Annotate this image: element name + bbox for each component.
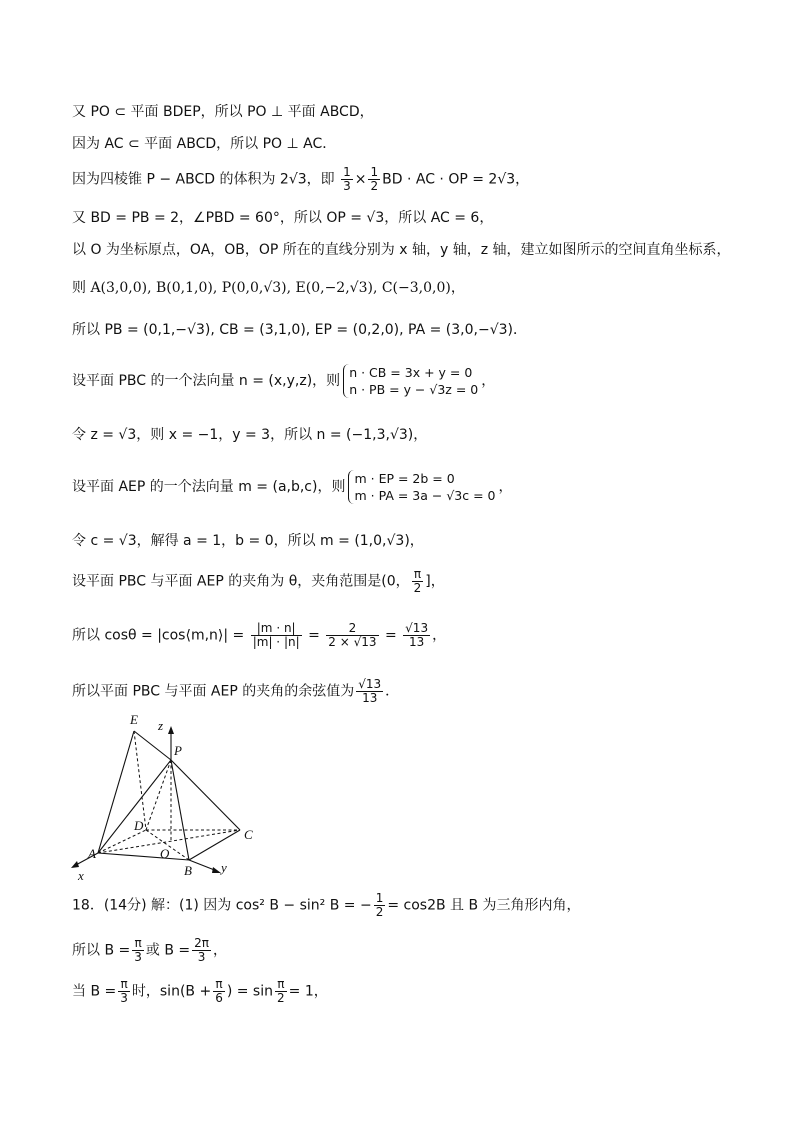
x-axis-arrow (71, 861, 79, 868)
solution-line-2: 因为 AC ⊂ 平面 ABCD，所以 PO ⊥ AC． (72, 136, 337, 152)
solution-line-5: 以 O 为坐标原点，OA，OB，OP 所在的直线分别为 x 轴，y 轴，z 轴，建立如图所示的空间直角坐标系， (72, 242, 731, 258)
angle-range-statement: 设平面 PBC 与平面 AEP 的夹角为 θ，夹角范围是(0， (72, 573, 410, 590)
edge-ED (134, 731, 146, 830)
fraction-two-over-two-root13: $\frac{2}{2 \times √13}$ (328, 621, 377, 649)
volume-equation: BD · AC · OP = 2√3， (382, 171, 530, 188)
label-C: C (244, 827, 253, 842)
fraction-pi-over-2: $\frac{\pi}{2}$ (413, 567, 422, 595)
normal-vector-m-statement: 设平面 AEP 的一个法向量 m = (a,b,c)，则 (72, 479, 346, 495)
answer-statement: 所以平面 PBC 与平面 AEP 的夹角的余弦值为 (72, 683, 355, 700)
solution-line-4: 又 BD = PB = 2，∠PBD = 60°，所以 OP = √3，所以 AC = 6， (72, 210, 494, 226)
solution-line-3 (72, 166, 529, 193)
label-D: D (134, 818, 144, 833)
problem-18-line-1: 18．(14分) 解：(1) 因为 cos² B − sin² B = − $\frac{1}{2}$ = cos2B 且 B 为三角形内角， (72, 891, 581, 919)
equation-system-n: n · CB = 3x + y = 0 n · PB = y − √3z = 0 (343, 364, 478, 398)
solution-line-12: 设平面 PBC 与平面 AEP 的夹角为 θ，夹角范围是(0， $\frac{\pi}{2}$ ]， (72, 567, 445, 595)
label-y: y (221, 860, 227, 875)
label-O: O (160, 846, 170, 861)
label-z: z (158, 718, 164, 733)
normal-vector-n-statement: 设平面 PBC 的一个法向量 n = (x,y,z)，则 (72, 373, 341, 389)
fraction-pi-over-2-b: $\frac{\pi}{2}$ (277, 977, 285, 1005)
pyramid-figure (62, 708, 272, 883)
fraction-pi-over-6: $\frac{\pi}{6}$ (215, 977, 223, 1005)
solution-line-7: 所以 PB = (0,1,−√3), CB = (3,1,0), EP = (0,2,0), PA = (3,0,−√3)． (72, 322, 527, 338)
edge-PD (146, 760, 171, 830)
fraction-answer: $\frac{√13}{13}$ (358, 677, 382, 705)
edge-EP (134, 731, 171, 760)
solution-line-13: 所以 cosθ = |cos⟨m,n⟩| = $\frac{|m \cdot n|}{|m| \cdot |n|}$ = $\frac{2}{2 \times √13}$ = $\frac{√13}{13}$ ， (72, 621, 447, 649)
solution-line-11: 令 c = √3，解得 a = 1，b = 0，所以 m = (1,0,√3)， (72, 533, 424, 549)
fraction-root13-over-13: $\frac{√13}{13}$ (405, 621, 429, 649)
label-x: x (78, 868, 84, 883)
fraction-dot-product: $\frac{|m \cdot n|}{|m| \cdot |n|}$ (252, 621, 300, 649)
label-B: B (184, 863, 192, 878)
edge-EA (98, 731, 134, 853)
problem-18-line-3: 当 B = $\frac{\pi}{3}$ 时，sin(B + $\frac{\pi}{6}$ ) = sin $\frac{\pi}{2}$ = 1， (72, 977, 328, 1005)
solution-line-9: 令 z = √3，则 x = −1，y = 3，所以 n = (−1,3,√3)， (72, 427, 428, 443)
z-axis-arrow (168, 726, 174, 734)
solution-line-10: 设平面 AEP 的一个法向量 m = (a,b,c)，则 m · EP = 2b = 0 m · PA = 3a − √3c = 0 ， (72, 471, 513, 503)
label-P: P (174, 743, 182, 758)
label-E: E (130, 712, 138, 727)
fraction-pi-over-3: $\frac{\pi}{3}$ (134, 936, 142, 964)
fraction-pi-over-3-b: $\frac{\pi}{3}$ (120, 977, 128, 1005)
solution-line-14: 所以平面 PBC 与平面 AEP 的夹角的余弦值为 $\frac{√13}{13}$ ． (72, 677, 400, 705)
solution-line-6: 则 A(3,0,0), B(0,1,0), P(0,0,√3), E(0,−2,√3), C(−3,0,0)， (72, 280, 465, 296)
cosine-statement: 所以 cosθ = |cos⟨m,n⟩| = (72, 627, 245, 644)
fraction-one-half: $\frac{1}{2}$ (370, 165, 379, 193)
y-axis-arrow (212, 867, 221, 873)
edge-AB (98, 853, 189, 860)
solution-line-1: 又 PO ⊂ 平面 BDEP，所以 PO ⊥ 平面 ABCD， (72, 104, 374, 120)
label-A: A (88, 846, 96, 861)
volume-statement: 因为四棱锥 P − ABCD 的体积为 2√3，即 (72, 171, 335, 188)
fraction-2pi-over-3: $\frac{2\pi}{3}$ (194, 936, 209, 964)
times-sign: × (354, 171, 367, 188)
problem-18-intro: 18．(14分) 解：(1) 因为 cos² B − sin² B = − (72, 897, 372, 914)
fraction-one-third: $\frac{1}{3}$ (343, 165, 351, 193)
fraction-one-half-b: $\frac{1}{2}$ (375, 891, 384, 919)
problem-18-line-2: 所以 B = $\frac{\pi}{3}$ 或 B = $\frac{2\pi}{3}$ ， (72, 936, 227, 964)
equation-system-m: m · EP = 2b = 0 m · PA = 3a − √3c = 0 (348, 470, 495, 504)
solution-line-8: 设平面 PBC 的一个法向量 n = (x,y,z)，则 n · CB = 3x + y = 0 n · PB = y − √3z = 0 ， (72, 365, 496, 397)
edge-PA (98, 760, 171, 853)
